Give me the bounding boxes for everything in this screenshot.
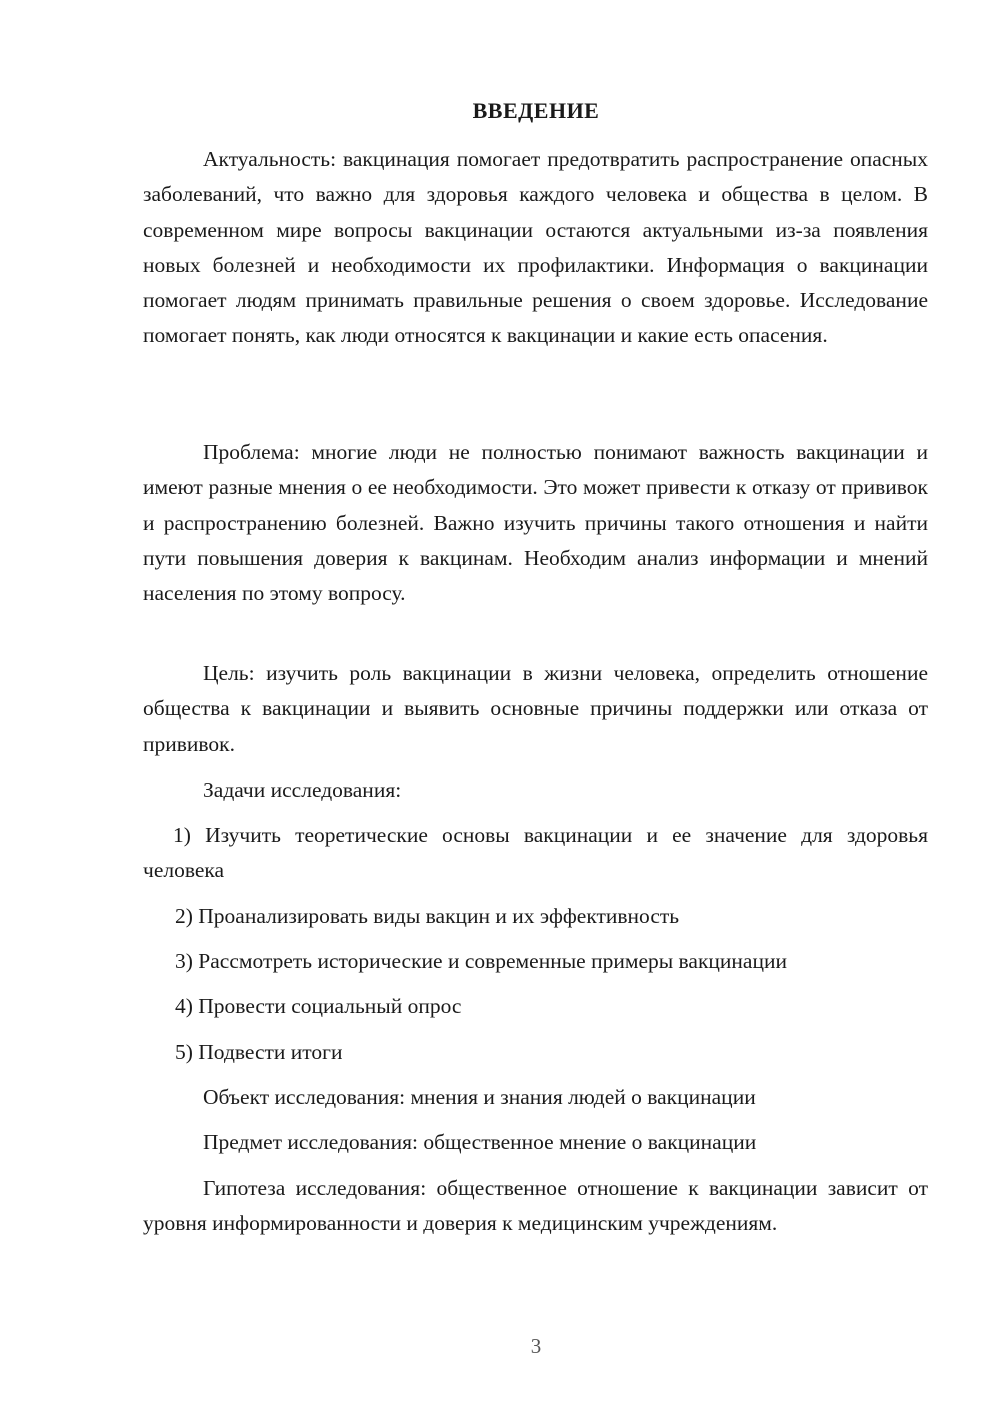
task-item-2: 2) Проанализировать виды вакцин и их эффективность xyxy=(175,904,680,928)
hypothesis-paragraph: Гипотеза исследования: общественное отношение к вакцинации зависит от уровня информированности и доверия к медицинским учреждениям. xyxy=(143,1176,928,1236)
relevance-paragraph: Актуальность: вакцинация помогает предотвратить распространение опасных заболеваний, что важно для здоровья каждого человека и общества в целом. В современном мире вопросы вакцинации остаются актуальными из-за появления новых болезней и необходимости их профилактики. Информация о вакцинации помогает людям принимать правильные решения о своем здоровье. Исследование помогает понять, как люди относятся к вакцинации и какие есть опасения. xyxy=(143,147,928,348)
goal-paragraph: Цель: изучить роль вакцинации в жизни человека, определить отношение общества к вакцинации и выявить основные причины поддержки или отказа от прививок. xyxy=(143,661,928,756)
task-item-5: 5) Подвести итоги xyxy=(175,1040,343,1064)
page-title: ВВЕДЕНИЕ xyxy=(472,98,600,123)
problem-paragraph: Проблема: многие люди не полностью понимают важность вакцинации и имеют разные мнения о ее необходимости. Это может привести к отказу от прививок и распространению болезней. Важно изучить причины такого отношения и найти пути повышения доверия к вакцинам. Необходим анализ информации и мнений населения по этому вопросу. xyxy=(143,440,928,606)
task-item-4: 4) Провести социальный опрос xyxy=(175,994,462,1018)
page-number: 3 xyxy=(530,1334,542,1358)
research-subject: Предмет исследования: общественное мнение о вакцинации xyxy=(203,1130,757,1154)
tasks-heading: Задачи исследования: xyxy=(203,778,402,802)
task-item-1: 1) Изучить теоретические основы вакцинации и ее значение для здоровья человека xyxy=(143,823,928,883)
task-item-3: 3) Рассмотреть исторические и современные примеры вакцинации xyxy=(175,949,787,973)
research-object: Объект исследования: мнения и знания людей о вакцинации xyxy=(203,1085,756,1109)
